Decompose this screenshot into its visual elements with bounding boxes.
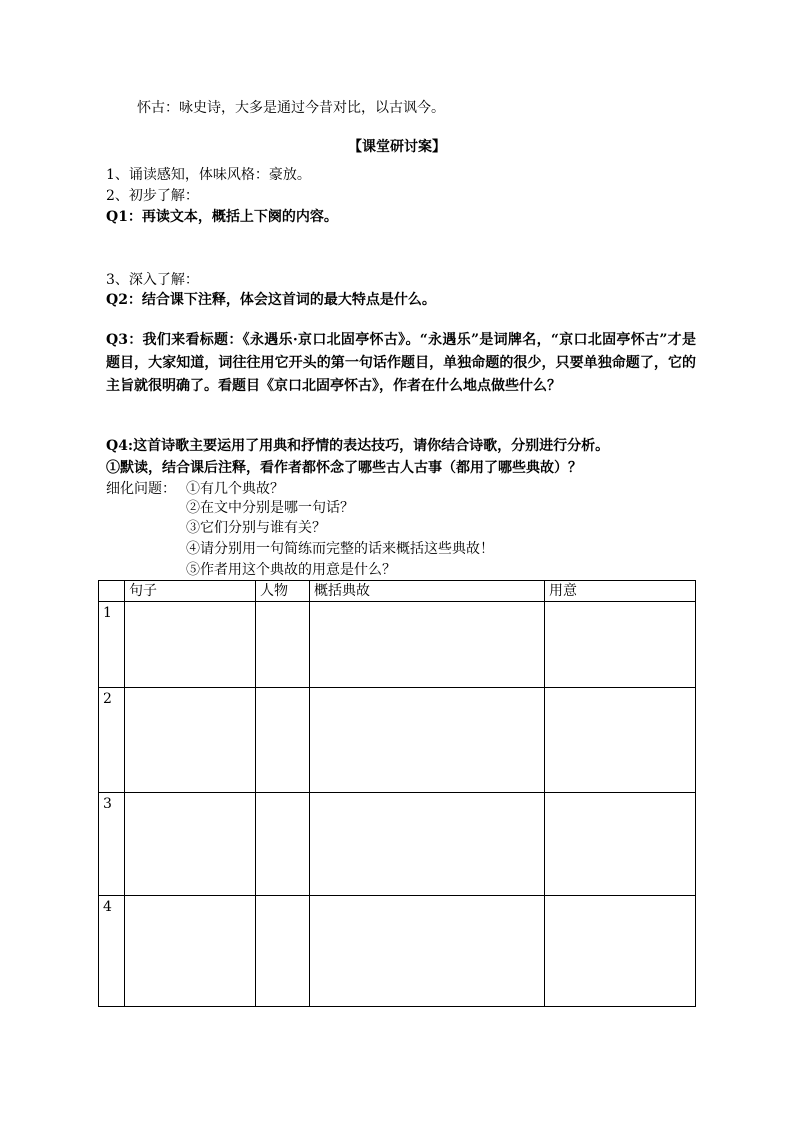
row-number: 4 [99,896,125,1007]
detail-item: ①有几个典故？ [186,481,284,497]
summary-cell[interactable] [310,793,545,896]
table-row [99,896,696,1007]
detail-item: ⑤作者用这个典故的用意是什么？ [186,562,396,578]
person-cell[interactable] [256,896,310,1007]
item-2: 2、初步了解： [106,188,199,204]
intent-cell[interactable] [545,688,696,793]
question-3: Q3：我们来看标题：《永遇乐·京口北固亭怀古》。“永遇乐”是词牌名，“京口北固亭怀古”才是题目，大家知道，词往往用它开头的第一句话作题目，单独命题的很少，只要单独命题了，它的主旨就很明确了。看题目《京口北固亭怀古》，作者在什么地点做些什么？ [106,332,696,394]
sentence-cell[interactable] [125,602,256,688]
sentence-cell[interactable] [125,793,256,896]
detail-lead: 细化问题： [106,481,176,497]
table-row [99,793,696,896]
header-cell-person: 人物 [256,581,310,602]
person-cell[interactable] [256,688,310,793]
question-2: Q2：结合课下注释，体会这首词的最大特点是什么。 [106,292,436,308]
item-1: 1、诵读感知，体味风格：豪放。 [106,167,311,183]
question-4-sub: ①默读，结合课后注释，看作者都怀念了哪些古人古事（都用了哪些典故）？ [106,460,582,476]
table-row [99,602,696,688]
detail-item: ②在文中分别是哪一句话？ [186,500,354,516]
summary-cell[interactable] [310,896,545,1007]
person-cell[interactable] [256,602,310,688]
header-cell-index [99,581,125,602]
header-cell-sentence: 句子 [125,581,256,602]
allusion-table [98,580,696,1007]
sentence-cell[interactable] [125,688,256,793]
intent-cell[interactable] [545,602,696,688]
person-cell[interactable] [256,793,310,896]
intent-cell[interactable] [545,793,696,896]
detail-item: ④请分别用一句简练而完整的话来概括这些典故！ [186,541,494,557]
header-cell-intent: 用意 [545,581,696,602]
sentence-cell[interactable] [125,896,256,1007]
summary-cell[interactable] [310,688,545,793]
row-number: 3 [99,793,125,896]
detail-item: ③它们分别与谁有关？ [186,520,326,536]
table-header-row [99,581,696,602]
summary-cell[interactable] [310,602,545,688]
question-1: Q1：再读文本，概括上下阕的内容。 [106,209,338,225]
intent-cell[interactable] [545,896,696,1007]
row-number: 2 [99,688,125,793]
row-number: 1 [99,602,125,688]
item-3: 3、深入了解： [106,272,199,288]
intro-line: 怀古：咏史诗，大多是通过今昔对比，以古讽今。 [137,100,445,116]
section-title: 【课堂研讨案】 [348,139,446,155]
header-cell-summary: 概括典故 [310,581,545,602]
question-4: Q4:这首诗歌主要运用了用典和抒情的表达技巧，请你结合诗歌，分别进行分析。 [106,438,610,454]
table-row [99,688,696,793]
